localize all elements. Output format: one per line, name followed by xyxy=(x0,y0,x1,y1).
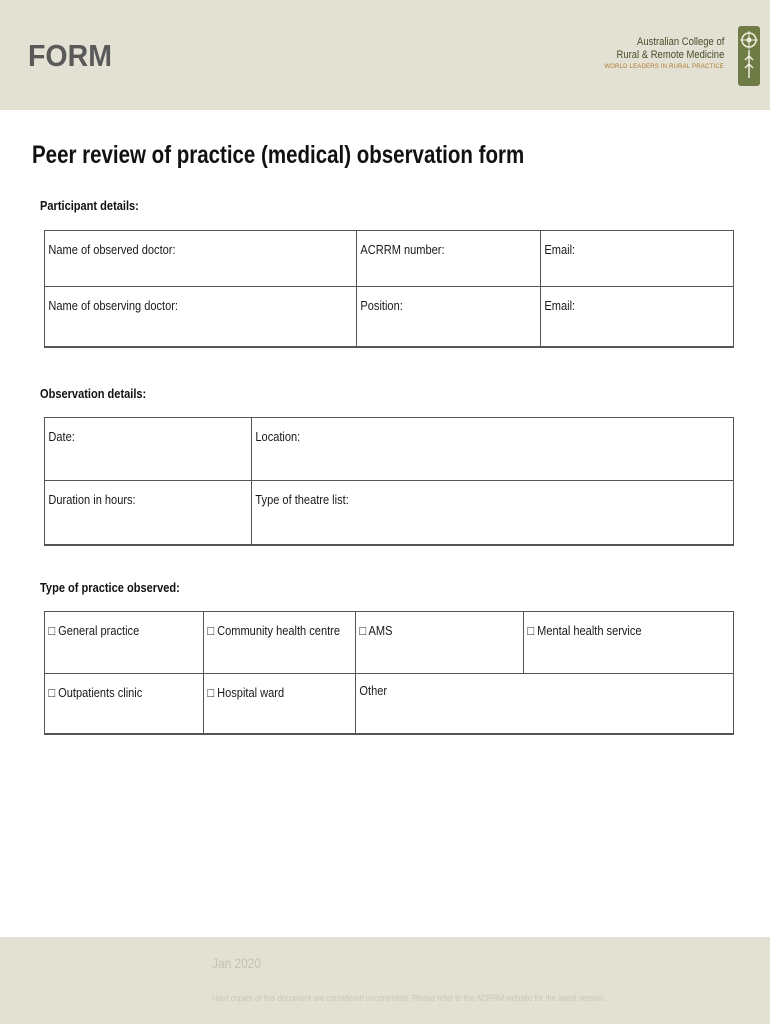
footer-note: Hard copies of this document are considered uncontrolled. Please refer to the ACRRM website for the latest version. xyxy=(212,993,606,1003)
observed-email-field[interactable] xyxy=(541,231,734,287)
logo-tagline: WORLD LEADERS IN RURAL PRACTICE xyxy=(604,64,724,70)
observation-details-label: Observation details: xyxy=(40,386,147,401)
form-label: FORM xyxy=(28,38,112,73)
table-row xyxy=(45,418,734,481)
table-row xyxy=(45,612,734,674)
cell-label: Location: xyxy=(255,429,301,444)
community-health-centre-checkbox[interactable] xyxy=(204,612,356,674)
cell-label: Duration in hours: xyxy=(48,492,136,507)
theatre-list-field[interactable] xyxy=(252,481,734,545)
cell-label: Date: xyxy=(48,429,75,444)
cell-label: Name of observed doctor: xyxy=(48,242,176,257)
table-row xyxy=(45,674,734,734)
duration-field[interactable] xyxy=(45,481,252,545)
page-title: Peer review of practice (medical) observation form xyxy=(32,141,525,169)
participant-details-label: Participant details: xyxy=(40,198,139,213)
cell-label: Other xyxy=(359,683,388,698)
logo-line-1: Australian College of xyxy=(636,36,724,48)
cell-label: □ General practice xyxy=(48,623,140,638)
other-field[interactable] xyxy=(356,674,734,734)
acrrm-logo xyxy=(600,26,760,88)
practice-type-label: Type of practice observed: xyxy=(40,580,180,595)
general-practice-checkbox[interactable] xyxy=(45,612,204,674)
cell-label: Email: xyxy=(544,298,576,313)
footer-band xyxy=(0,937,770,1024)
cell-label: Type of theatre list: xyxy=(255,492,349,507)
participant-table xyxy=(44,230,734,348)
observed-doctor-field[interactable] xyxy=(45,231,357,287)
outpatients-clinic-checkbox[interactable] xyxy=(45,674,204,734)
practice-table xyxy=(44,611,734,735)
cell-label: □ Outpatients clinic xyxy=(48,685,143,700)
cell-label: □ Mental health service xyxy=(527,623,642,638)
observing-doctor-field[interactable] xyxy=(45,287,357,347)
mental-health-service-checkbox[interactable] xyxy=(524,612,734,674)
observing-email-field[interactable] xyxy=(541,287,734,347)
table-row xyxy=(45,287,734,347)
cell-label: □ Hospital ward xyxy=(207,685,285,700)
cell-label: Name of observing doctor: xyxy=(48,298,178,313)
footer-date: Jan 2020 xyxy=(212,955,261,971)
observation-table xyxy=(44,417,734,546)
cell-label: Email: xyxy=(544,242,576,257)
logo-line-2: Rural & Remote Medicine xyxy=(616,49,724,61)
table-row xyxy=(45,231,734,287)
cell-label: □ Community health centre xyxy=(207,623,340,638)
emblem-icon xyxy=(738,26,760,86)
cell-label: □ AMS xyxy=(359,623,393,638)
date-field[interactable] xyxy=(45,418,252,481)
cell-label: ACRRM number: xyxy=(360,242,445,257)
acrrm-number-field[interactable] xyxy=(357,231,541,287)
header-band xyxy=(0,0,770,110)
table-row xyxy=(45,481,734,545)
cell-label: Position: xyxy=(360,298,403,313)
ams-checkbox[interactable] xyxy=(356,612,524,674)
hospital-ward-checkbox[interactable] xyxy=(204,674,356,734)
logo-text xyxy=(599,36,724,72)
location-field[interactable] xyxy=(252,418,734,481)
position-field[interactable] xyxy=(357,287,541,347)
